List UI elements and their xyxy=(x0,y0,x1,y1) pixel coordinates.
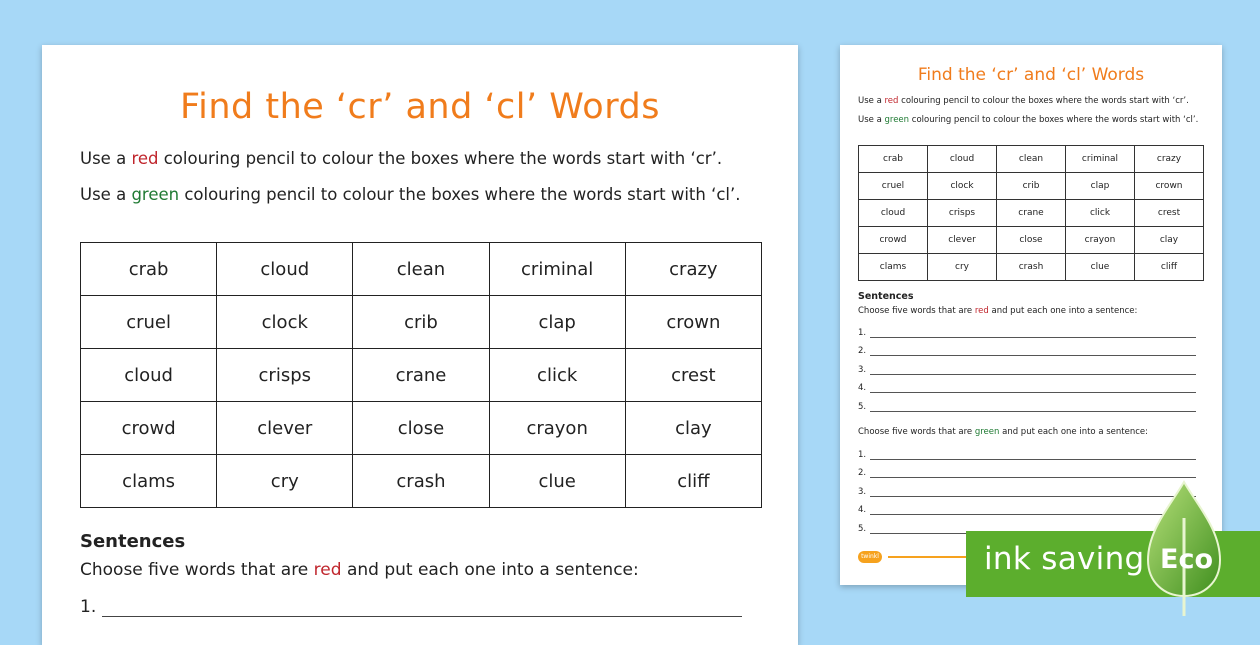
word-cell: cloud xyxy=(217,243,353,296)
preview-word-grid xyxy=(858,145,1204,281)
preview-word-cell: crash xyxy=(997,254,1066,281)
word-cell: crest xyxy=(625,349,761,402)
preview-word-cell: crayon xyxy=(1066,227,1135,254)
word-row xyxy=(81,243,762,296)
writing-line xyxy=(102,598,742,617)
writing-line xyxy=(870,468,1196,478)
preview-instruction-red: Use a red colouring pencil to colour the boxes where the words start with ‘cr’. xyxy=(858,96,1189,106)
word-cell: crisps xyxy=(217,349,353,402)
line-number: 2. xyxy=(858,346,867,357)
preview-word-cell: clue xyxy=(1066,254,1135,281)
word-cell: crazy xyxy=(625,243,761,296)
writing-line xyxy=(870,383,1196,393)
word-cell: crayon xyxy=(489,402,625,455)
word-cell: crown xyxy=(625,296,761,349)
word-cell: crowd xyxy=(81,402,217,455)
preview-word-cell: crest xyxy=(1135,200,1204,227)
word-grid xyxy=(80,242,762,508)
word-row xyxy=(81,402,762,455)
preview-word-row xyxy=(859,146,1204,173)
preview-word-cell: cloud xyxy=(928,146,997,173)
preview-word-cell: click xyxy=(1066,200,1135,227)
preview-word-cell: clams xyxy=(859,254,928,281)
writing-line xyxy=(870,402,1196,412)
word-cell: cliff xyxy=(625,455,761,508)
preview-word-cell: crab xyxy=(859,146,928,173)
sentence-line xyxy=(858,338,1196,357)
preview-word-cell: clock xyxy=(928,173,997,200)
sentence-line-1: 1. xyxy=(80,597,742,617)
preview-word-cell: clever xyxy=(928,227,997,254)
line-number: 3. xyxy=(858,486,867,497)
eco-label: Eco xyxy=(1160,544,1213,575)
preview-red-lines xyxy=(858,319,1196,412)
word-cell: close xyxy=(353,402,489,455)
sentence-line xyxy=(858,441,1196,460)
writing-line xyxy=(870,328,1196,338)
word-cell: clay xyxy=(625,402,761,455)
line-number: 2. xyxy=(858,468,867,479)
word-cell: clever xyxy=(217,402,353,455)
large-worksheet xyxy=(42,45,798,645)
worksheet-title: Find the ‘cr’ and ‘cl’ Words xyxy=(180,87,660,127)
twinkl-logo-icon: twinkl xyxy=(858,551,882,563)
preview-word-cell: clay xyxy=(1135,227,1204,254)
word-cell: criminal xyxy=(489,243,625,296)
word-row xyxy=(81,455,762,508)
preview-instruction-green: Use a green colouring pencil to colour the boxes where the words start with ‘cl’. xyxy=(858,115,1199,125)
writing-line xyxy=(870,450,1196,460)
preview-word-cell: clap xyxy=(1066,173,1135,200)
word-cell: clean xyxy=(353,243,489,296)
preview-word-cell: criminal xyxy=(1066,146,1135,173)
preview-word-row xyxy=(859,254,1204,281)
line-number: 1. xyxy=(858,327,867,338)
preview-word-row xyxy=(859,227,1204,254)
preview-word-cell: cloud xyxy=(859,200,928,227)
line-number: 3. xyxy=(858,364,867,375)
line-number: 5. xyxy=(858,401,867,412)
preview-word-cell: clean xyxy=(997,146,1066,173)
preview-word-cell: cliff xyxy=(1135,254,1204,281)
preview-word-cell: crane xyxy=(997,200,1066,227)
sentence-line xyxy=(858,393,1196,412)
preview-word-cell: crib xyxy=(997,173,1066,200)
sentence-line xyxy=(858,460,1196,479)
sentence-line xyxy=(858,319,1196,338)
preview-word-cell: cruel xyxy=(859,173,928,200)
preview-word-row xyxy=(859,173,1204,200)
word-cell: cry xyxy=(217,455,353,508)
sentence-line xyxy=(858,375,1196,394)
instruction-red: Use a red colouring pencil to colour the boxes where the words start with ‘cr’. xyxy=(80,149,723,168)
word-cell: clap xyxy=(489,296,625,349)
preview-word-row xyxy=(859,200,1204,227)
word-cell: crib xyxy=(353,296,489,349)
word-cell: cruel xyxy=(81,296,217,349)
word-cell: crash xyxy=(353,455,489,508)
word-cell: crab xyxy=(81,243,217,296)
word-cell: crane xyxy=(353,349,489,402)
preview-word-cell: crown xyxy=(1135,173,1204,200)
word-row xyxy=(81,349,762,402)
preview-word-cell: crowd xyxy=(859,227,928,254)
word-cell: clock xyxy=(217,296,353,349)
ink-saving-text: ink saving xyxy=(984,541,1145,577)
word-cell: clams xyxy=(81,455,217,508)
sentences-instruction: Choose five words that are red and put each one into a sentence: xyxy=(80,560,639,580)
word-cell: cloud xyxy=(81,349,217,402)
preview-sentences-heading: Sentences xyxy=(858,291,914,302)
instruction-green: Use a green colouring pencil to colour the boxes where the words start with ‘cl’. xyxy=(80,185,741,204)
line-number: 4. xyxy=(858,505,867,516)
sentence-line xyxy=(858,356,1196,375)
line-number: 5. xyxy=(858,523,867,534)
sentences-heading: Sentences xyxy=(80,531,186,552)
preview-word-cell: crazy xyxy=(1135,146,1204,173)
preview-word-cell: crisps xyxy=(928,200,997,227)
preview-word-cell: cry xyxy=(928,254,997,281)
line-number: 4. xyxy=(858,383,867,394)
preview-title: Find the ‘cr’ and ‘cl’ Words xyxy=(917,65,1145,85)
line-number: 1. xyxy=(858,449,867,460)
preview-word-cell: close xyxy=(997,227,1066,254)
preview-red-instruction: Choose five words that are red and put each one into a sentence: xyxy=(858,306,1138,316)
word-cell: click xyxy=(489,349,625,402)
preview-green-instruction: Choose five words that are green and put each one into a sentence: xyxy=(858,427,1148,437)
writing-line xyxy=(870,346,1196,356)
word-cell: clue xyxy=(489,455,625,508)
writing-line xyxy=(870,365,1196,375)
word-row xyxy=(81,296,762,349)
